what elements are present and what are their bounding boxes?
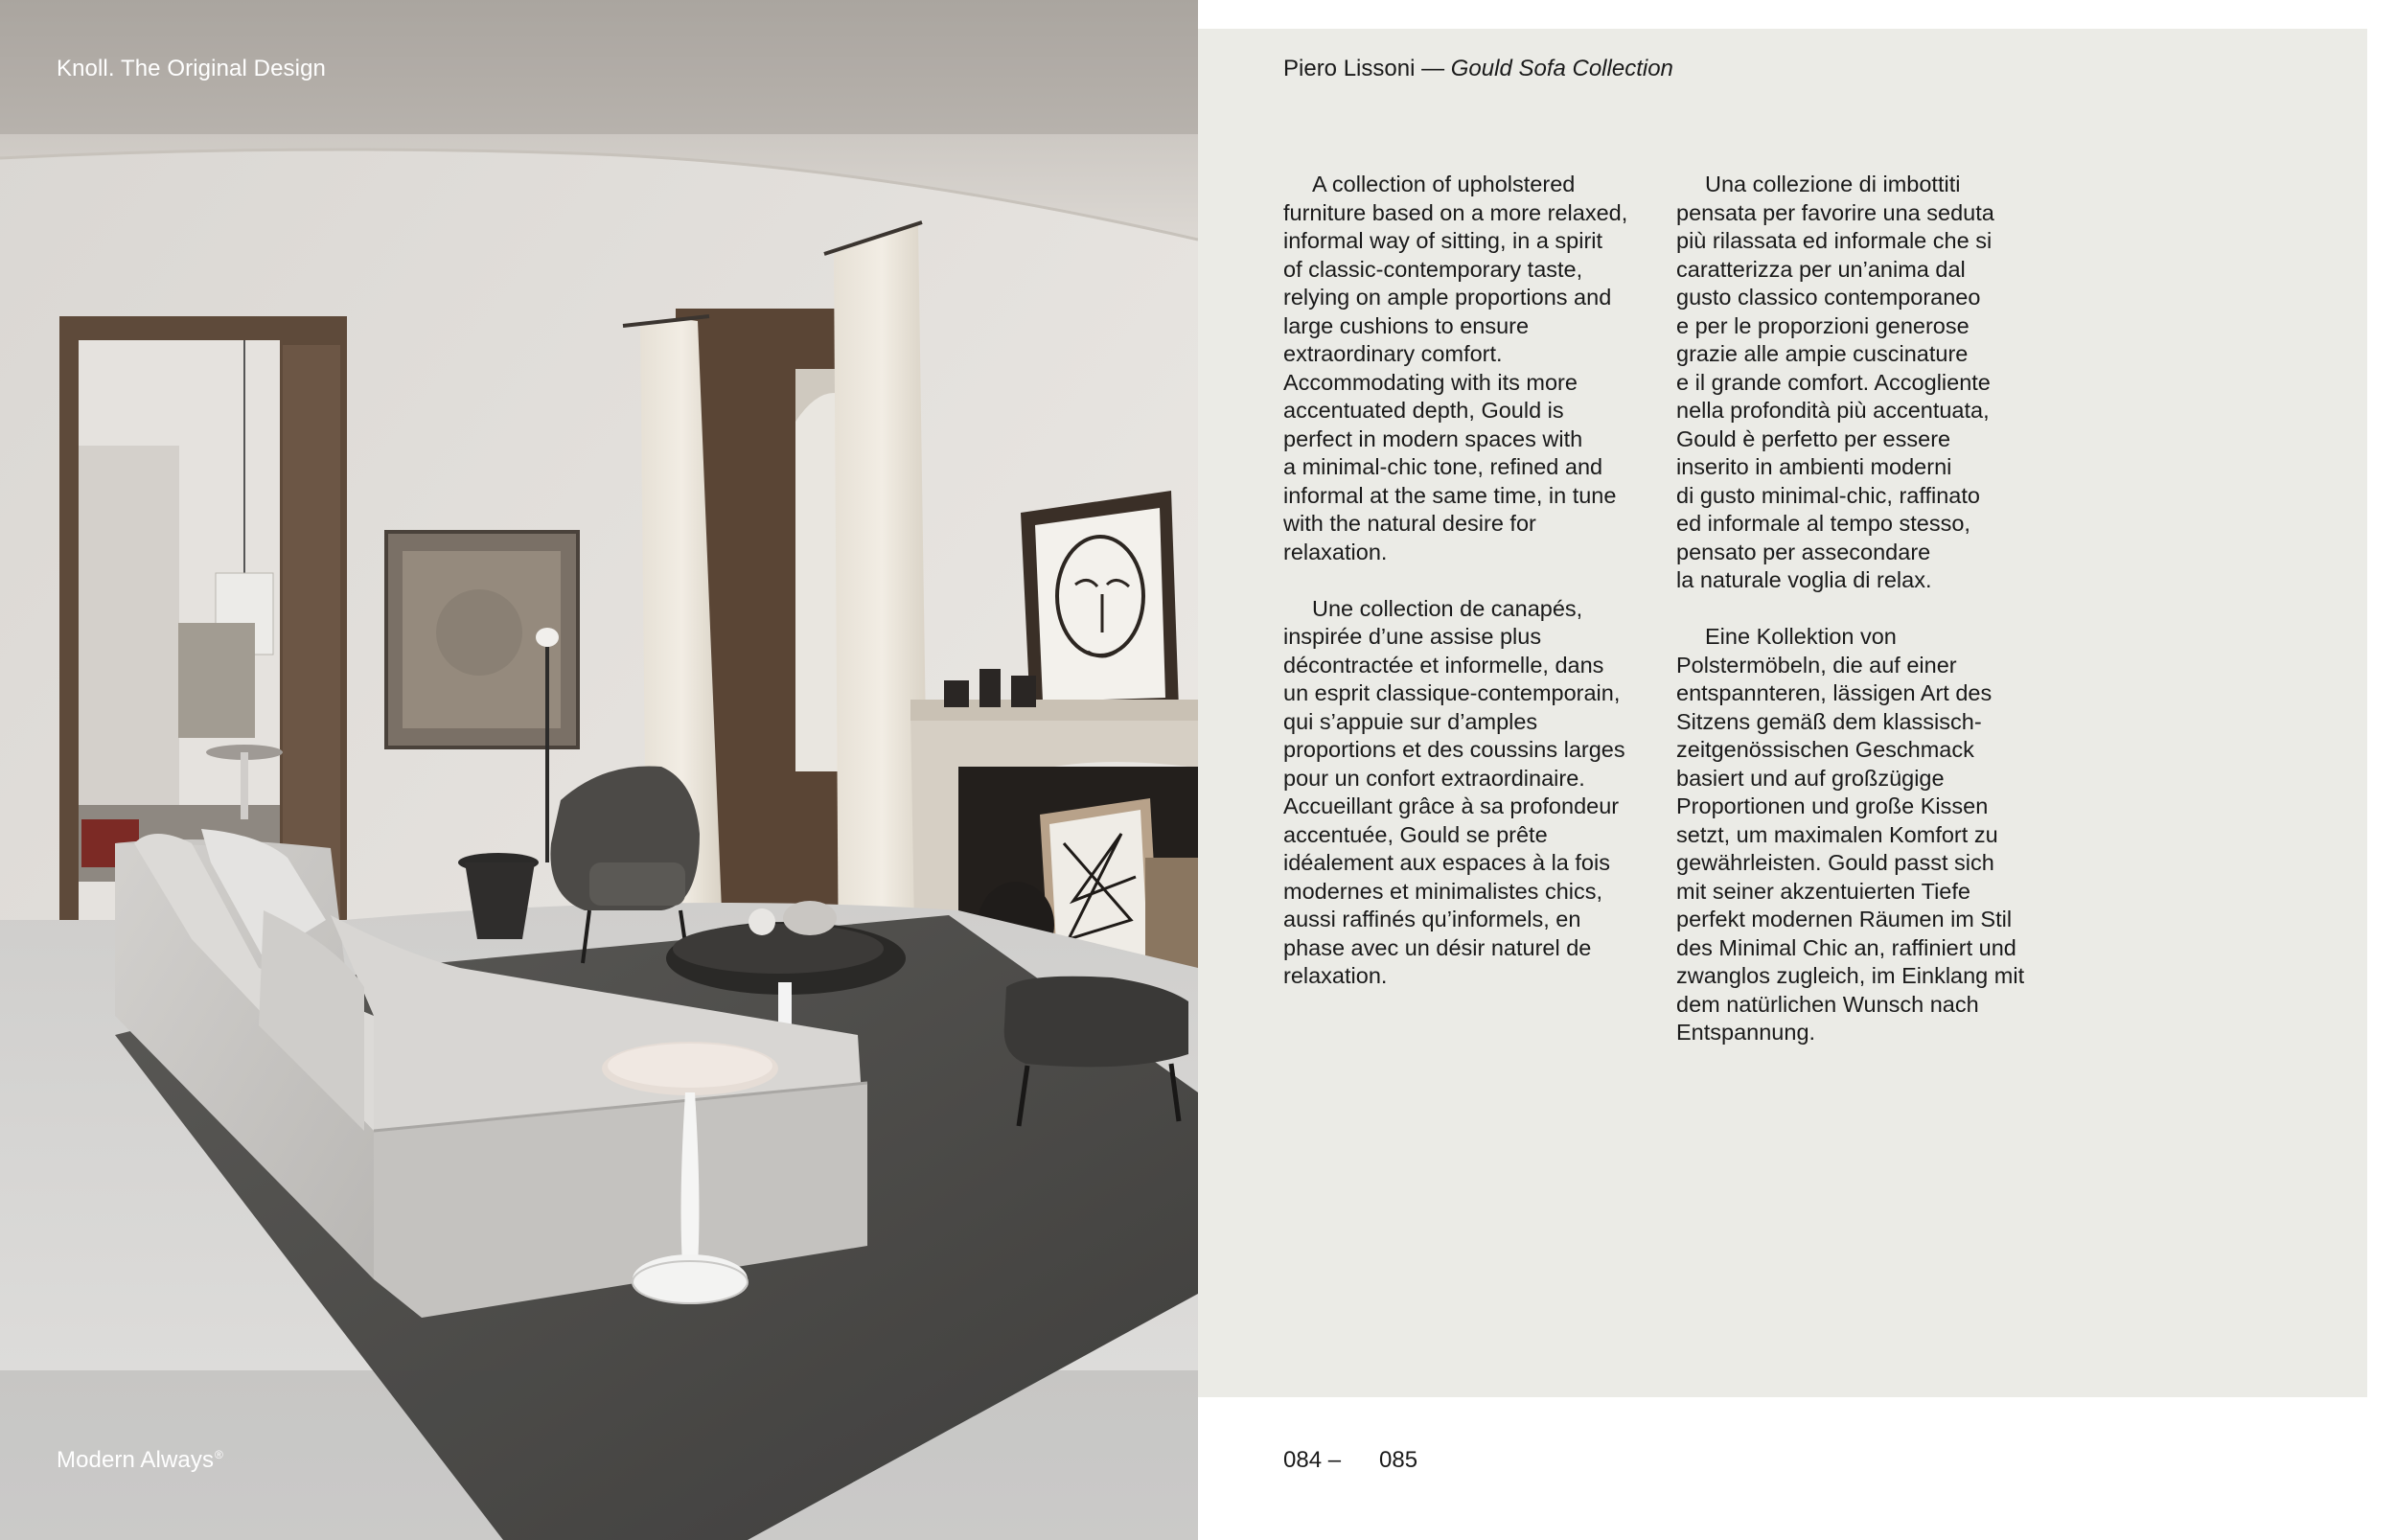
paragraph-german: Eine Kollektion von Polstermöbeln, die auf einer entspannteren, lässigen Art des Sitzens gemäß dem klassisch- zeitgenössischen Geschmack basiert und auf großzügige Proportionen und große Kissen setzt, um maximalen Komfort zu gewährleisten. Gould passt sich mit seiner akzentuierten Tiefe perfekt modernen Räumen im Stil des Minimal Chic an, raffiniert und zwanglos zugleich, im Einklang mit dem natürlichen Wunsch nach Entspannung.	[1676, 624, 2025, 1045]
text-column-left	[1283, 171, 1667, 1019]
tagline-text: Modern Always	[57, 1447, 215, 1473]
page-number-right: 085	[1379, 1447, 1418, 1473]
collection-title: Gould Sofa Collection	[1450, 56, 1673, 81]
designer-name: Piero Lissoni —	[1283, 56, 1445, 81]
registered-mark: ®	[215, 1448, 223, 1461]
footer-tagline	[57, 1447, 223, 1474]
brand-line: Knoll. The Original Design	[57, 56, 326, 81]
page-number-left: 084 –	[1283, 1447, 1342, 1473]
paragraph-italian: Una collezione di imbottiti pensata per favorire una seduta più rilassata ed informale che si caratterizza per un’anima dal gusto classico contemporaneo e per le proporzioni generose grazie alle ampie cuscinature e il grande comfort. Accogliente nella profondità più accentuata, Gould è perfetto per essere inserito in ambienti moderni di gusto minimal-chic, raffinato ed informale al tempo stesso, pensato per assecondare la naturale voglia di relax.	[1676, 172, 1994, 592]
paragraph-french: Une collection de canapés, inspirée d’une assise plus décontractée et informelle, dans un esprit classique-contemporain, qui s’appuie sur d’amples proportions et des coussins larges pour un confort extraordinaire. Accueillant grâce à sa profondeur accentuée, Gould se prête idéalement aux espaces à la fois modernes et minimalistes chics, aussi raffinés qu’informels, en phase avec un désir naturel de relaxation.	[1283, 595, 1625, 988]
page-header	[1283, 56, 1673, 82]
paragraph-english: A collection of upholstered furniture based on a more relaxed, informal way of sitting, in a spirit of classic-contemporary taste, relying on ample proportions and large cushions to ensure extraordinary comfort. Accommodating with its more accentuated depth, Gould is perfect in modern spaces with a minimal-chic tone, refined and informal at the same time, in tune with the natural desire for relaxation.	[1283, 172, 1628, 564]
text-column-right	[1676, 171, 2060, 1075]
